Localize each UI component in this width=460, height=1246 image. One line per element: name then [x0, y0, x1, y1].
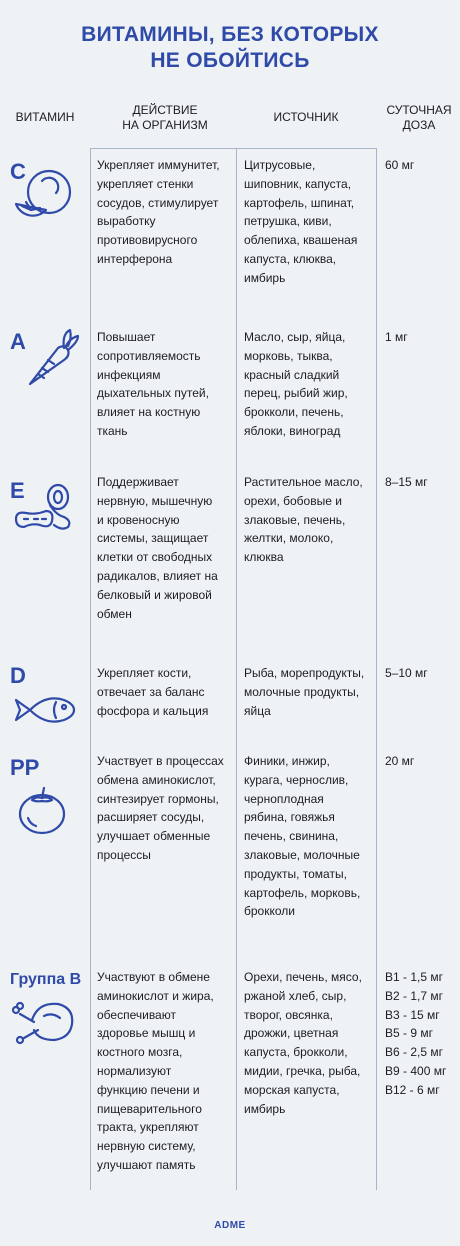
header-divider: [90, 148, 376, 149]
source-text: Масло, сыр, яйца, морковь, тыква, красный сладкий перец, рыбий жир, брокколи, печень, яблоки, виноград: [244, 330, 348, 438]
action-text: Укрепляет кости, отвечает за баланс фосфора и кальция: [97, 666, 209, 718]
title-line-1: ВИТАМИНЫ, БЕЗ КОТОРЫХ: [81, 23, 379, 46]
source-text: Финики, инжир, курага, чернослив, черноплодная рябина, говяжья печень, свинина, злаковые, молочные продукты, томаты, картофель, морковь, брокколи: [244, 754, 361, 919]
source-text: Рыба, морепродукты, молочные продукты, яйца: [244, 666, 365, 718]
source-text: Растительное масло, орехи, бобовые и злаковые, печень, желтки, молоко, клюква: [244, 475, 363, 565]
chicken-icon: [8, 990, 78, 1048]
dose-text: B1 - 1,5 мг B2 - 1,7 мг B3 - 15 мг B5 - 9 мг B6 - 2,5 мг B9 - 400 мг B12 - 6 мг: [385, 970, 447, 1097]
tomato-icon: [14, 782, 70, 838]
header-action: ДЕЙСТВИЕ НА ОРГАНИЗМ: [122, 103, 208, 132]
vitamin-name: D: [10, 663, 26, 688]
header-source: ИСТОЧНИК: [273, 110, 339, 124]
action-text: Участвует в процессах обмена аминокислот, синтезирует гормоны, расширяет сосуды, улучшает обменные процессы: [97, 754, 224, 862]
vitamin-name: E: [10, 478, 25, 503]
title-line-2: НЕ ОБОЙТИСЬ: [150, 49, 310, 72]
action-text: Повышает сопротивляемость инфекциям дыхательных путей, влияет на костную ткань: [97, 330, 209, 438]
vitamin-name: C: [10, 159, 26, 184]
header-vitamin: ВИТАМИН: [15, 110, 75, 124]
source-text: Орехи, печень, мясо, ржаной хлеб, сыр, творог, овсянка, дрожжи, цветная капуста, брокколи, мидии, гречка, рыба, морская капуста, имбирь: [244, 970, 362, 1116]
fish-icon: [12, 690, 78, 730]
dose-text: 8–15 мг: [385, 475, 428, 489]
vitamin-name: Группа В: [10, 971, 82, 988]
vitamin-name: PP: [10, 755, 40, 780]
orange-icon: [12, 166, 74, 218]
carrot-icon: [24, 326, 80, 388]
brand-logo: ADME: [214, 1220, 246, 1231]
dose-text: 1 мг: [385, 330, 408, 344]
action-text: Участвуют в обмене аминокислот и жира, обеспечивают здоровье мышц и костного мозга, нормализуют функцию печени и пищеварительного тракта, укрепляют нервную систему, улучшают память: [97, 970, 214, 1172]
vitamin-name: A: [10, 329, 26, 354]
column-divider: [236, 148, 237, 1190]
peanut-icon: [10, 483, 76, 533]
column-divider: [376, 148, 377, 1190]
page-title: [0, 22, 460, 74]
action-text: Укрепляет иммунитет, укрепляет стенки сосудов, стимулирует выработку противовирусного интерферона: [97, 158, 220, 266]
source-text: Цитрусовые, шиповник, капуста, картофель, шпинат, петрушка, киви, облепиха, квашеная капуста, клюква, имбирь: [244, 158, 358, 285]
header-dose: СУТОЧНАЯ ДОЗА: [386, 103, 452, 132]
dose-text: 5–10 мг: [385, 666, 428, 680]
action-text: Поддерживает нервную, мышечную и кровеносную системы, защищает клетки от свободных радикалов, влияет на белковый и жировой обмен: [97, 475, 218, 621]
dose-text: 60 мг: [385, 158, 415, 172]
column-divider: [90, 148, 91, 1190]
dose-text: 20 мг: [385, 754, 415, 768]
